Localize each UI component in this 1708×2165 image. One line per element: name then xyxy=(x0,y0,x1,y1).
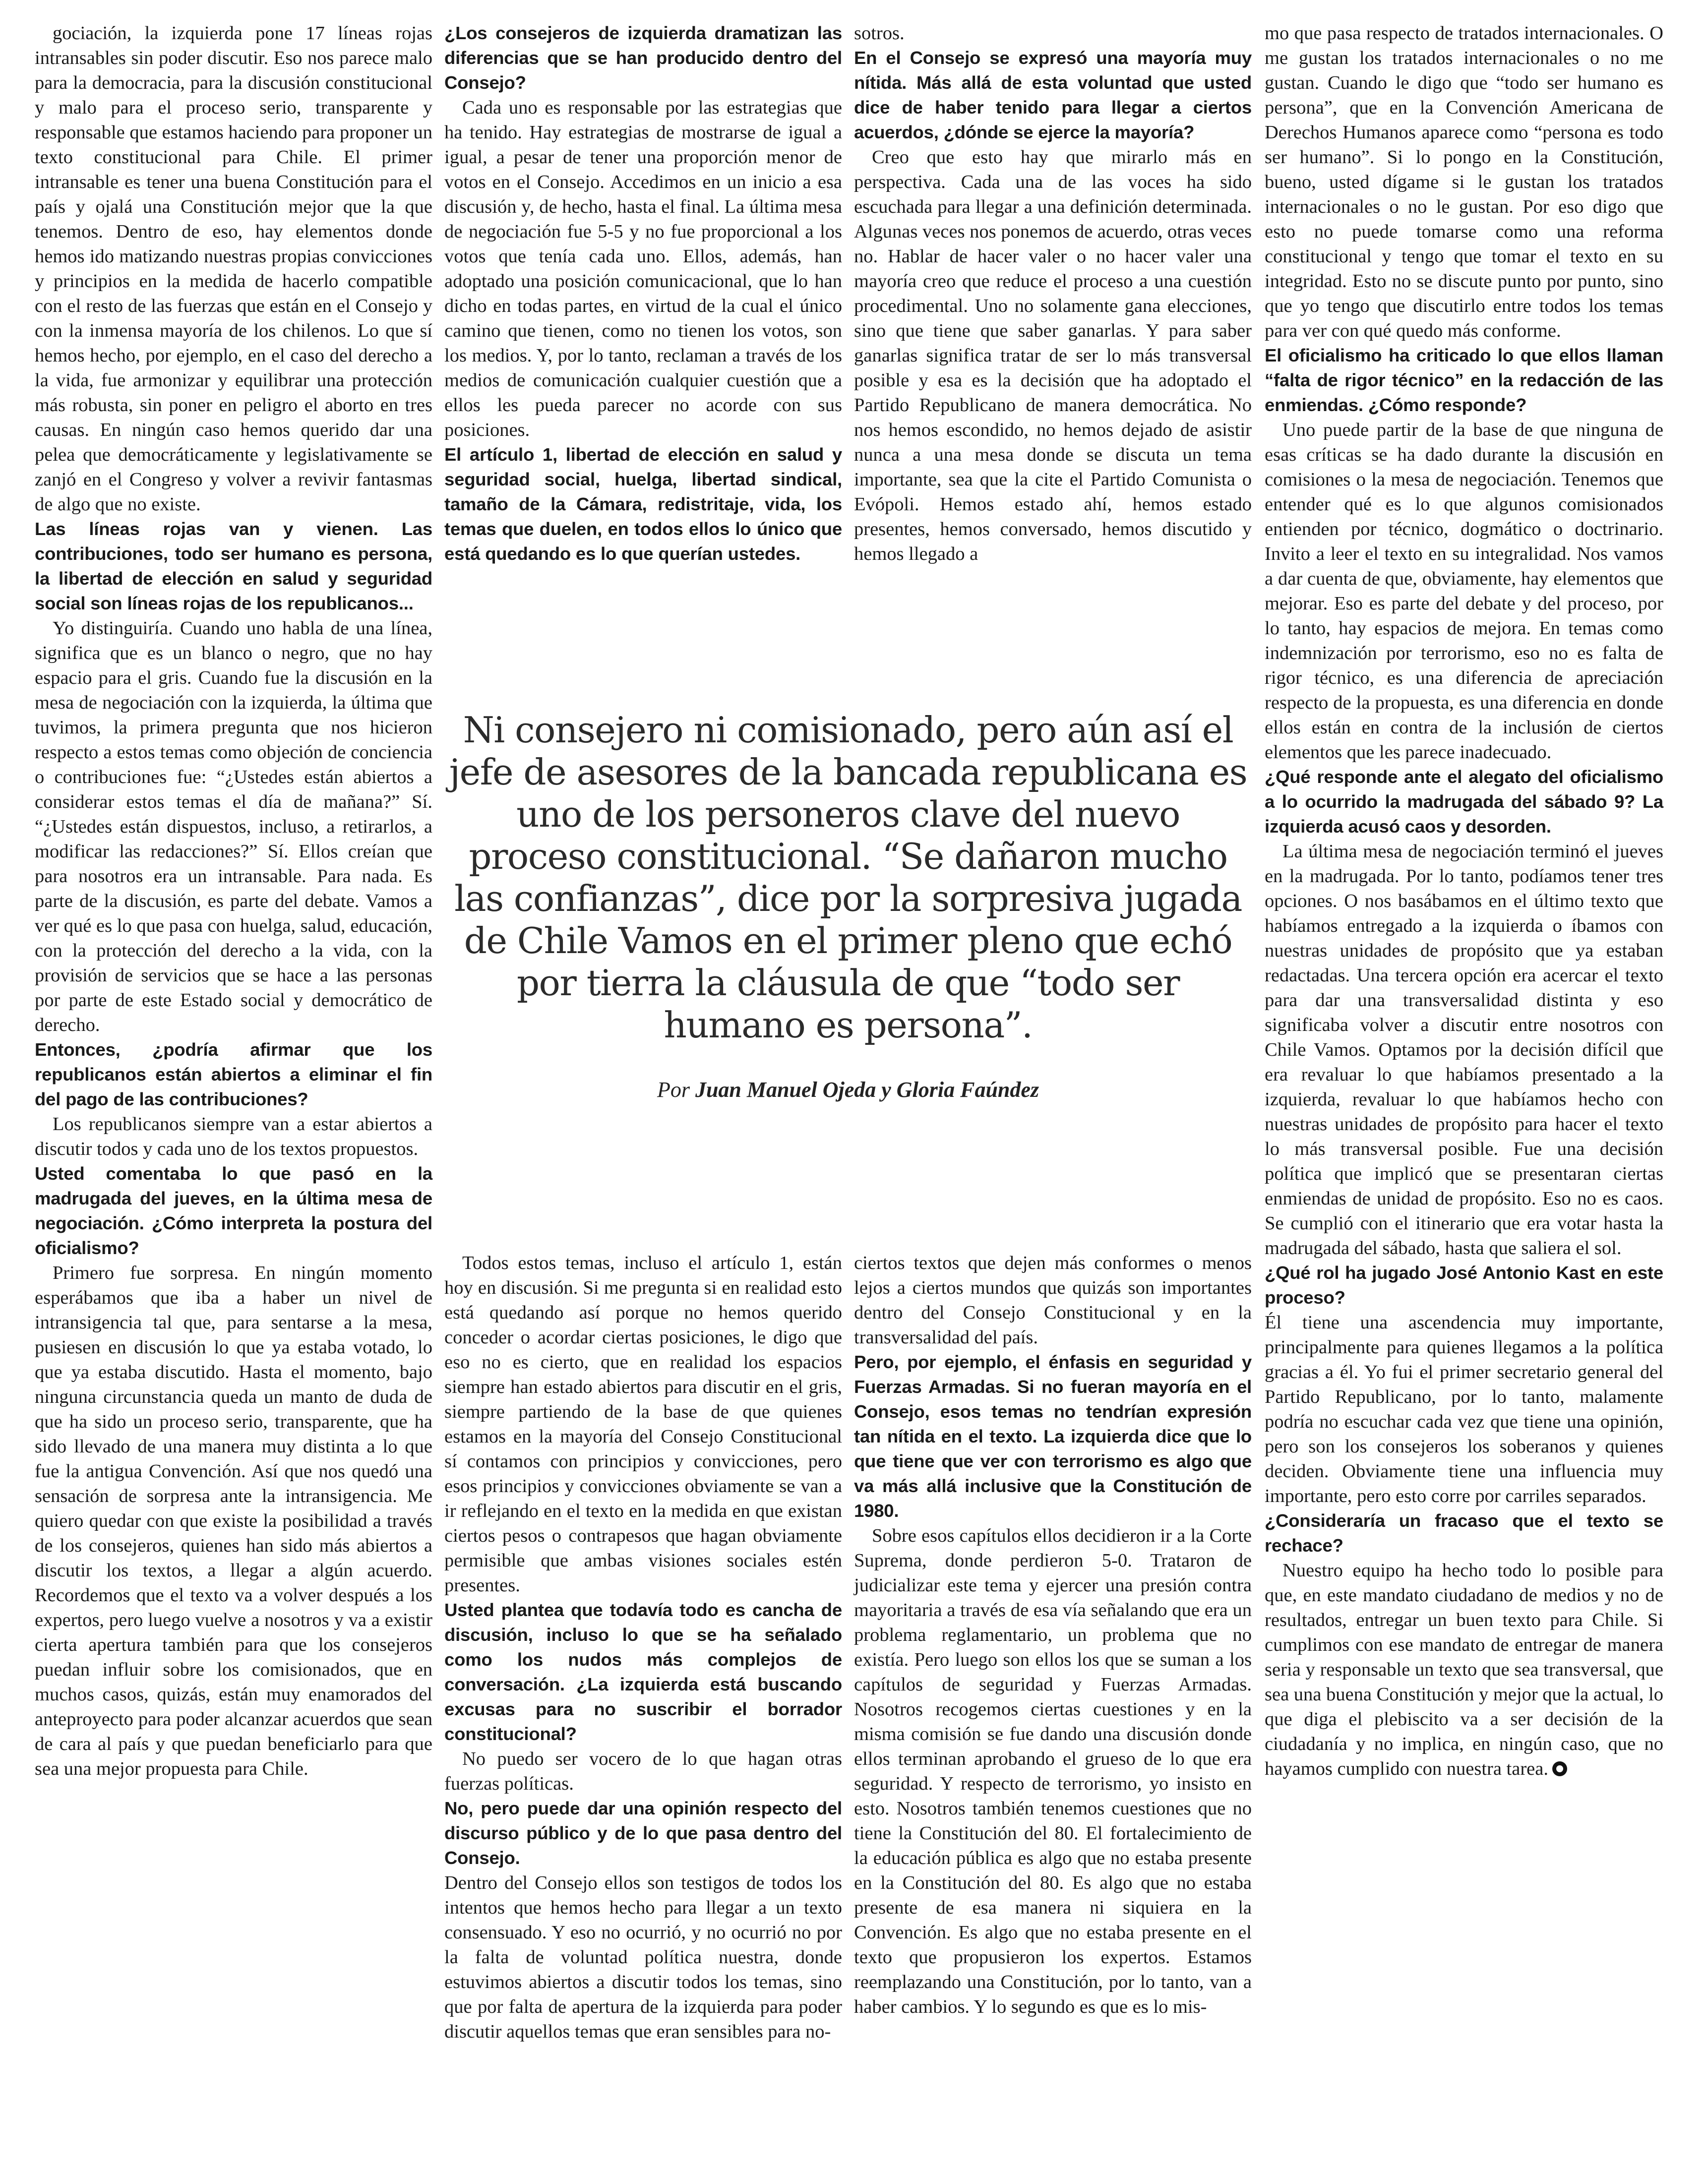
interview-answer: Dentro del Consejo ellos son testigos de todos los intentos que hemos hecho para llegar a un texto consensuado. Y eso no ocurrió, y no ocurrió no por la falta de voluntad política nuestra, donde estuvimos abiertos a discutir todos los temas, sino que por falta de apertura de la izquierda para poder discutir aquellos temas que eran sensibles para no- xyxy=(444,1872,842,2042)
interview-answer: Sobre esos capítulos ellos decidieron ir a la Corte Suprema, donde perdieron 5-0. Trataron de judicializar este tema y ejercer una presión contra mayoritaria a través de esa vía señalando que era un problema reglamentario, un problema que no existía. Pero luego son ellos los que se suman a los capítulos de seguridad y Fuerzas Armadas. Nosotros recogemos ciertas cuestiones y en la misma comisión se fue dando una discusión donde ellos terminan aprobando el grueso de lo que era seguridad. Y respecto de terrorismo, yo insisto en esto. Nosotros también tenemos cuestiones que no tiene la Constitución del 80. El fortalecimiento de la educación pública es algo que no estaba presente en la Constitución del 80. Es algo que no estaba presente de esa manera ni siquiera en la Convención. Es algo que no estaba presente en el texto que propusieron los expertos. Estamos reemplazando una Constitución, por lo tanto, van a haber cambios. Y lo segundo es que es lo mis- xyxy=(854,1525,1252,2017)
pull-quote-text: Ni consejero ni comisionado, pero aún así el jefe de asesores de la bancada republicana es uno de los personeros clave del nuevo proceso constitucional. “Se dañaron mucho las confianzas”, dice por la sorpresiva jugada de Chile Vamos en el primer pleno que echó por tierra la cláusula de que “todo ser humano es persona”. xyxy=(449,709,1247,1046)
interview-question: El artículo 1, libertad de elección en salud y seguridad social, huelga, libertad sindical, tamaño de la Cámara, redistritaje, vida, los temas que duelen, en todos ellos lo único que está quedando es lo que querían ustedes. xyxy=(444,444,842,564)
article-column-2-top xyxy=(444,21,842,566)
interview-question: ¿Qué rol ha jugado José Antonio Kast en este proceso? xyxy=(1265,1263,1663,1308)
interview-answer: Todos estos temas, incluso el artículo 1, están hoy en discusión. Si me pregunta si en realidad esto está quedando así porque no hemos querido conceder o acordar ciertas posiciones, le digo que eso no es cierto, que en realidad los espacios siempre han estado abiertos para discutir en el gris, siempre partiendo de la base de que quienes estamos en la mayoría del Consejo Constitucional sí contamos con principios y convicciones, pero esos principios y convicciones obviamente se van a ir reflejando en el texto en la medida en que existan ciertos pesos o contrapesos que hagan obviamente permisible que ambas visiones sociales estén presentes. xyxy=(444,1253,842,1596)
interview-answer: No puedo ser vocero de lo que hagan otras fuerzas políticas. xyxy=(444,1748,842,1794)
article-column-1 xyxy=(35,21,432,1781)
interview-answer: Los republicanos siempre van a estar abiertos a discutir todos y cada uno de los textos propuestos. xyxy=(35,1114,432,1159)
interview-answer: Nuestro equipo ha hecho todo lo posible para que, en este mandato ciudadano de medios y no de resultados, entregar un buen texto para Chile. Si cumplimos con ese mandato de entregar de manera seria y responsable un texto que sea transversal, que sea una buena Constitución y mejor que la actual, lo que diga el plebiscito va a ser decisión de la ciudadanía y no implica, en ningún caso, que no hayamos cumplido con nuestra tarea. xyxy=(1265,1560,1663,1779)
interview-answer: Yo distinguiría. Cuando uno habla de una línea, significa que es un blanco o negro, que no hay espacio para el gris. Cuando fue la discusión en la mesa de negociación con la izquierda, la última que tuvimos, la primera pregunta que nos hicieron respecto a estos temas como objeción de conciencia o contribuciones fue: “¿Ustedes están abiertos a considerar estos temas el día de mañana?” Sí. “¿Ustedes están dispuestos, incluso, a retirarlos, a modificar las redacciones?” Sí. Ellos creían que para nosotros era un intransable. Para nada. Es parte de la discusión, es parte del debate. Vamos a ver qué es lo que pasa con huelga, salud, educación, con la protección del derecho a la vida, con la provisión de servicios que se hace a las personas por parte de este Estado social y democrático de derecho. xyxy=(35,618,432,1035)
interview-answer: La última mesa de negociación terminó el jueves en la madrugada. Por lo tanto, podíamos tener tres opciones. O nos basábamos en el último texto que habíamos entregado a la izquierda o íbamos con nuestras unidades de propósito que ya estaban redactadas. Una tercera opción era acercar el texto para dar una transversalidad distinta y eso significaba volver a discutir entre nosotros con Chile Vamos. Optamos por la decisión difícil que era revaluar lo que habíamos presentado a la izquierda, revaluar lo que habíamos hecho con nuestras unidades de propósito para hacer el texto lo más transversal posible. Fue una decisión política que implicó que se presentaran ciertas enmiendas de unidad de propósito. Eso no es caos. Se cumplió con el itinerario que era votar hasta la madrugada del sábado, hasta que saliera el sol. xyxy=(1265,841,1663,1259)
interview-question: Usted plantea que todavía todo es cancha de discusión, incluso lo que se ha señalado como los nudos más complejos de conversación. ¿La izquierda está buscando excusas para no suscribir el borrador constitucional? xyxy=(444,1600,842,1744)
interview-answer: mo que pasa respecto de tratados internacionales. O me gustan los tratados internacionales o no me gustan. Cuando le digo que “todo ser humano es persona”, que en la Convención Americana de Derechos Humanos aparece como “persona es todo ser humano”. Si lo pongo en la Constitución, bueno, usted dígame si le gustan los tratados internacionales o no le gustan. Por eso digo que esto no puede tomarse como una reforma constitucional y tengo que tomar el texto en su integridad. Esto no se discute punto por punto, sino que yo tengo que discutirlo entre todos los temas para ver con qué quedo más conforme. xyxy=(1265,23,1663,341)
interview-question: No, pero puede dar una opinión respecto del discurso público y de lo que pasa dentro del Consejo. xyxy=(444,1798,842,1868)
byline-prefix: Por xyxy=(657,1078,690,1102)
byline-authors: Juan Manuel Ojeda y Gloria Faúndez xyxy=(695,1078,1039,1102)
interview-question: ¿Qué responde ante el alegato del oficialismo a lo ocurrido la madrugada del sábado 9? La izquierda acusó caos y desorden. xyxy=(1265,767,1663,837)
interview-question: En el Consejo se expresó una mayoría muy nítida. Más allá de esta voluntad que usted dice de haber tenido para llegar a ciertos acuerdos, ¿dónde se ejerce la mayoría? xyxy=(854,48,1252,142)
byline xyxy=(444,1077,1252,1102)
interview-answer: ciertos textos que dejen más conformes o menos lejos a ciertos mundos que quizás son importantes dentro del Consejo Constitucional y en la transversalidad del país. xyxy=(854,1253,1252,1348)
interview-answer: Primero fue sorpresa. En ningún momento esperábamos que iba a haber un nivel de intransigencia tal que, para sentarse a la mesa, pusiesen en discusión lo que ya estaba votado, lo que ya estaba discutido. Hasta el momento, bajo ninguna circunstancia queda un manto de duda de que ha sido un proceso serio, transparente, que ha sido llevado de una manera muy distinta a lo que fue la antigua Convención. Así que nos quedó una sensación de sorpresa ante la intransigencia. Me quiero quedar con que existe la posibilidad a través de los consejeros, quienes han sido más abiertos a discutir los textos, a llegar a algún acuerdo. Recordemos que el texto va a volver después a los expertos, pero luego vuelve a nosotros y va a existir cierta apertura también para que los consejeros puedan influir sobre los comisionados, que en muchos casos, quizás, están muy enamorados del anteproyecto para poder alcanzar acuerdos que sean de cara al país y que puedan beneficiarlo para que sea una mejor propuesta para Chile. xyxy=(35,1263,432,1779)
article-column-3-bottom xyxy=(854,1251,1252,2019)
interview-question: ¿Consideraría un fracaso que el texto se rechace? xyxy=(1265,1510,1663,1556)
interview-question: Pero, por ejemplo, el énfasis en seguridad y Fuerzas Armadas. Si no fueran mayoría en el Consejo, esos temas no tendrían expresión tan nítida en el texto. La izquierda dice que lo que tiene que ver con terrorismo es algo que va más allá inclusive que la Constitución de 1980. xyxy=(854,1352,1252,1521)
interview-question: El oficialismo ha criticado lo que ellos llaman “falta de rigor técnico” en la redacción de las enmiendas. ¿Cómo responde? xyxy=(1265,345,1663,415)
interview-question: Las líneas rojas van y vienen. Las contribuciones, todo ser humano es persona, la libertad de elección en salud y seguridad social son líneas rojas de los republicanos... xyxy=(35,519,432,613)
interview-question: Entonces, ¿podría afirmar que los republicanos están abiertos a eliminar el fin del pago de las contribuciones? xyxy=(35,1039,432,1109)
interview-question: ¿Los consejeros de izquierda dramatizan las diferencias que se han producido dentro del Consejo? xyxy=(444,23,842,93)
pull-quote xyxy=(444,709,1252,1102)
interview-answer: gociación, la izquierda pone 17 líneas rojas intransables sin poder discutir. Eso nos parece malo para la democracia, para la discusión constitucional y malo para el proceso serio, transparente y responsable que estamos haciendo para proponer un texto constitucional para Chile. El primer intransable es tener una buena Constitución para el país y ojalá una Constitución mejor que la que tenemos. Dentro de eso, hay elementos donde hemos ido matizando nuestras propias convicciones y principios en la medida de hacerlo compatible con el resto de las fuerzas que están en el Consejo y con la inmensa mayoría de los chilenos. Lo que sí hemos hecho, por ejemplo, en el caso del derecho a la vida, fue armonizar y equilibrar una protección más robusta, sin poner en peligro el aborto en tres causas. En ningún caso hemos querido dar una pelea que democráticamente y legislativamente se zanjó en el Congreso y volver a revivir fantasmas de algo que no existe. xyxy=(35,23,432,515)
interview-answer: Cada uno es responsable por las estrategias que ha tenido. Hay estrategias de mostrarse de igual a igual, a pesar de tener una proporción menor de votos en el Consejo. Accedimos en un inicio a esa discusión y, de hecho, hasta el final. La última mesa de negociación fue 5-5 y no fue proporcional a los votos que tenía cada uno. Ellos, además, han adoptado una posición comunicacional, que lo han dicho en todas partes, en virtud de la cual el único camino que tienen, como no tienen los votos, son los medios. Y, por lo tanto, reclaman a través de los medios de comunicación cualquier cuestión que a ellos les pueda parecer no acorde con sus posiciones. xyxy=(444,97,842,440)
interview-question: Usted comentaba lo que pasó en la madrugada del jueves, en la última mesa de negociación. ¿Cómo interpreta la postura del oficialismo? xyxy=(35,1163,432,1258)
article-column-3-top xyxy=(854,21,1252,566)
article-column-2-bottom xyxy=(444,1251,842,2044)
interview-answer: Él tiene una ascendencia muy importante, principalmente para quienes llegamos a la política gracias a él. Yo fui el primer secretario general del Partido Republicano, por lo tanto, malamente podría no escuchar cada vez que tiene una opinión, pero son los consejeros los soberanos y quienes deciden. Obviamente tiene una influencia muy importante, pero esto corre por carriles separados. xyxy=(1265,1312,1663,1506)
interview-answer: Uno puede partir de la base de que ninguna de esas críticas se ha dado durante la discusión en comisiones o la mesa de negociación. Tenemos que entender qué es lo que algunos comisionados entienden por técnico, dogmático o doctrinario. Invito a leer el texto en su integralidad. Nos vamos a dar cuenta de que, obviamente, hay elementos que mejorar. Eso es parte del debate y del proceso, por lo tanto, hay espacios de mejora. En temas como indemnización por terrorismo, eso no es falta de rigor técnico, es una diferencia de apreciación respecto de la propuesta, es una diferencia en donde ellos están en contra de la inclusión de ciertos elementos que les parece inadecuado. xyxy=(1265,420,1663,763)
interview-answer: Creo que esto hay que mirarlo más en perspectiva. Cada una de las voces ha sido escuchada para llegar a una definición determinada. Algunas veces nos ponemos de acuerdo, otras veces no. Hablar de hacer valer o no hacer valer una mayoría creo que reduce el proceso a una cuestión procedimental. Uno no solamente gana elecciones, sino que tiene que saber ganarlas. Y para saber ganarlas significa tratar de ser lo más transversal posible y esa es la decisión que ha adoptado el Partido Republicano de manera democrática. No nos hemos escondido, no hemos dejado de asistir nunca a una mesa donde se discuta un tema importante, sea que la cite el Partido Comunista o Evópoli. Hemos estado ahí, hemos estado presentes, hemos conversado, hemos discutido y hemos llegado a xyxy=(854,147,1252,564)
interview-answer: sotros. xyxy=(854,23,905,44)
article-column-4 xyxy=(1265,21,1663,1781)
end-of-article-icon xyxy=(1552,1761,1567,1776)
